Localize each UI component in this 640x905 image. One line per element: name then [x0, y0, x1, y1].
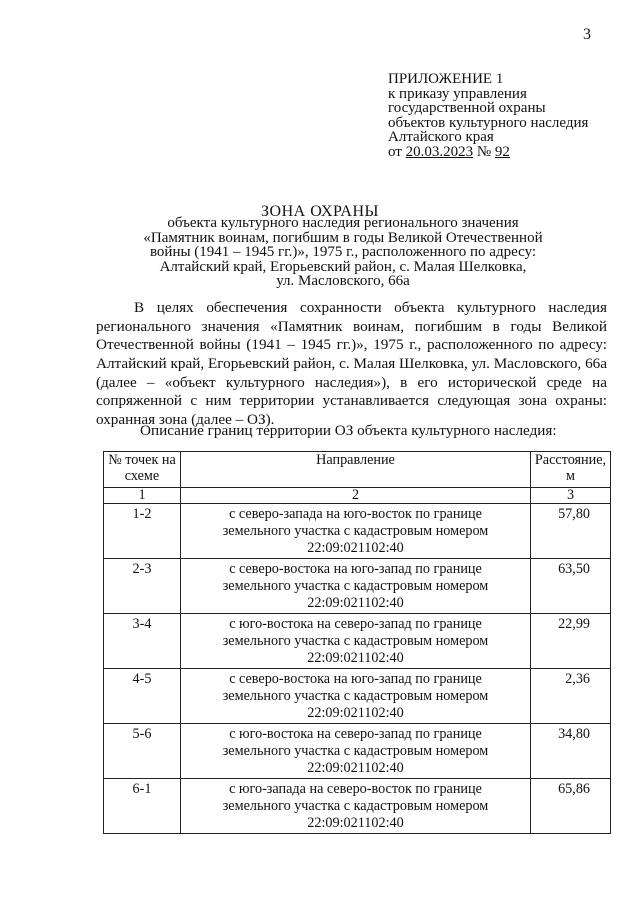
- appendix-line: к приказу управления: [388, 85, 527, 102]
- cadastral-number: 22:09:021102:40: [307, 650, 404, 666]
- date-prefix: от: [388, 143, 406, 160]
- table-row: [104, 559, 611, 614]
- row-direction: [181, 779, 531, 834]
- direction-line: земельного участка с кадастровым номером: [222, 688, 489, 704]
- table-caption: Описание границ территории ОЗ объекта культурного наследия:: [140, 422, 557, 439]
- zone-title: ЗОНА ОХРАНЫ: [261, 203, 379, 220]
- table-row: [104, 724, 611, 779]
- order-date: 20.03.2023: [405, 143, 474, 160]
- cadastral-number: 22:09:021102:40: [307, 540, 404, 556]
- zone-line: объекта культурного наследия регионального значения: [167, 215, 519, 231]
- row-points: 2-3: [104, 559, 181, 614]
- table-row: [104, 669, 611, 724]
- column-number: 1: [104, 488, 181, 504]
- direction-line: с северо-востока на юго-запад по границе: [229, 561, 482, 577]
- row-points: 4-5: [104, 669, 181, 724]
- direction-line: с юго-востока на северо-запад по границе: [229, 616, 482, 632]
- cadastral-number: 22:09:021102:40: [307, 705, 404, 721]
- column-number: 3: [531, 488, 611, 504]
- zone-line: Алтайский край, Егорьевский район, с. Малая Шелковка,: [159, 258, 527, 275]
- paragraph-line: Отечественной войны (1941 – 1945 гг.)», 1975 г., расположенного по адресу:: [96, 336, 607, 354]
- paragraph-line: регионального значения «Памятник воинам, погибшим в годы Великой: [96, 317, 607, 335]
- appendix-date-line: [388, 145, 588, 160]
- table-row: [104, 614, 611, 669]
- paragraph-line: охранная зона (далее – ОЗ).: [96, 411, 275, 429]
- row-points: 3-4: [104, 614, 181, 669]
- table-number-row: [104, 488, 611, 504]
- page-number: 3: [583, 26, 591, 43]
- row-points: 6-1: [104, 779, 181, 834]
- direction-line: земельного участка с кадастровым номером: [222, 578, 489, 594]
- row-distance: 63,50: [531, 559, 611, 614]
- row-points: 1-2: [104, 504, 181, 559]
- table-row: [104, 504, 611, 559]
- direction-line: земельного участка с кадастровым номером: [222, 633, 489, 649]
- paragraph-line: Алтайский край, Егорьевский район, с. Малая Шелковка, ул. Масловского, 66а: [96, 355, 607, 373]
- number-prefix: №: [473, 143, 495, 160]
- cadastral-number: 22:09:021102:40: [307, 815, 404, 831]
- boundary-table: [103, 451, 611, 834]
- zone-line: «Памятник воинам, погибшим в годы Великой Отечественной: [143, 229, 543, 246]
- appendix-line: государственной охраны: [388, 100, 546, 116]
- direction-line: с северо-востока на юго-запад по границе: [229, 671, 482, 687]
- header-direction: Направление: [181, 452, 531, 488]
- table-row: [104, 779, 611, 834]
- row-direction: [181, 724, 531, 779]
- header-points: № точек на схеме: [104, 452, 181, 488]
- cadastral-number: 22:09:021102:40: [307, 760, 404, 776]
- direction-line: с юго-запада на северо-восток по границе: [229, 781, 482, 797]
- table-header-row: [104, 452, 611, 488]
- row-direction: [181, 614, 531, 669]
- appendix-line: объектов культурного наследия: [388, 114, 589, 131]
- appendix-block: [388, 72, 588, 159]
- body-paragraph: [96, 299, 607, 430]
- direction-line: земельного участка с кадастровым номером: [222, 798, 489, 814]
- cadastral-number: 22:09:021102:40: [307, 595, 404, 611]
- appendix-title: ПРИЛОЖЕНИЕ 1: [388, 71, 504, 87]
- zone-line: ул. Масловского, 66а: [276, 273, 410, 290]
- row-distance: 57,80: [531, 504, 611, 559]
- zone-subtitle: [118, 216, 568, 289]
- row-distance: 65,86: [531, 779, 611, 834]
- row-direction: [181, 504, 531, 559]
- direction-line: с северо-запада на юго-восток по границе: [229, 506, 482, 522]
- row-direction: [181, 559, 531, 614]
- row-direction: [181, 669, 531, 724]
- row-distance: 34,80: [531, 724, 611, 779]
- row-distance: 22,99: [531, 614, 611, 669]
- paragraph-line: В целях обеспечения сохранности объекта культурного наследия: [134, 299, 607, 316]
- direction-line: земельного участка с кадастровым номером: [222, 523, 489, 539]
- direction-line: земельного участка с кадастровым номером: [222, 743, 489, 759]
- order-number: 92: [494, 143, 510, 160]
- row-points: 5-6: [104, 724, 181, 779]
- direction-line: с юго-востока на северо-запад по границе: [229, 726, 482, 742]
- paragraph-line: (далее – «объект культурного наследия»), в его исторической среде на: [96, 373, 607, 391]
- paragraph-line: сопряженной с ним территории устанавливается следующая зона охраны:: [96, 392, 607, 410]
- row-distance: 2,36: [531, 669, 611, 724]
- column-number: 2: [181, 488, 531, 504]
- zone-line: войны (1941 – 1945 гг.)», 1975 г., расположенного по адресу:: [149, 244, 537, 261]
- header-distance: Расстояние, м: [531, 452, 611, 488]
- appendix-line: Алтайского края: [388, 129, 494, 145]
